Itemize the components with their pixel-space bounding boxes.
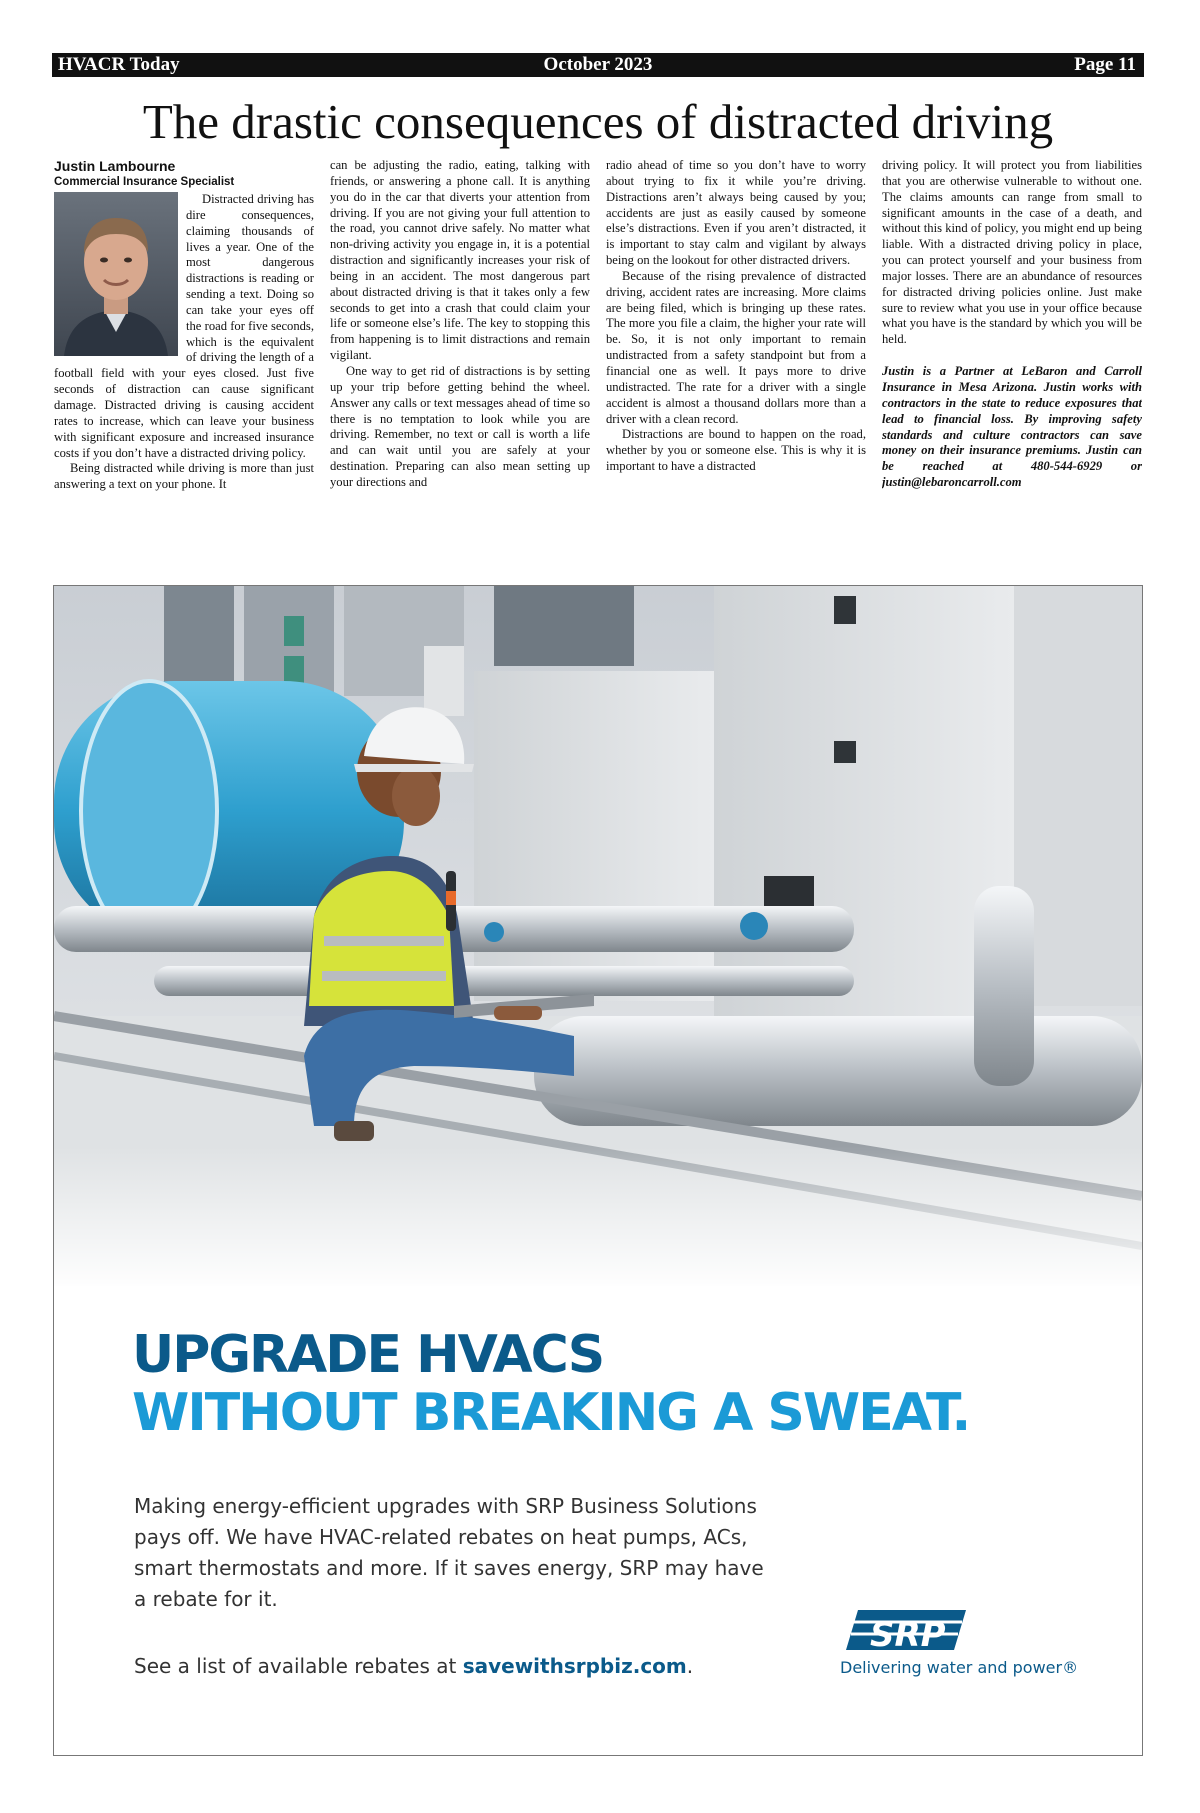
article-column-3 <box>606 158 866 562</box>
paragraph: Because of the rising prevalence of distracted driving, accident rates are increasing. More claims are being filed, which is bringing up these rates. The more you file a claim, the higher your rate will be. So, it is not only important to remain undistracted from a safety standpoint but from a financial one as well. It pays more to drive undistracted. The rate for a driver with a single accident is almost a thousand dollars more than a driver with a clean record. <box>606 268 866 426</box>
srp-tagline: Delivering water and power® <box>840 1658 1079 1677</box>
article-headline: The drastic consequences of distracted driving <box>142 94 1054 149</box>
author-photo <box>54 192 178 356</box>
author-bio-text: Justin is a Partner at LeBaron and Carroll Insurance in Mesa Arizona. Justin works with contractors in the state to reduce exposures that lead to financial loss. By improving safety standards and culture contractors can save money on their insurance premiums. Justin can be reached at 480-544-6929 or justin@lebaroncarroll.com <box>882 364 1142 490</box>
srp-logo <box>840 1606 970 1654</box>
paragraph: Being distracted while driving is more than just answering a text on your phone. It <box>54 461 314 492</box>
ad-body-text: Making energy-efficient upgrades with SRP Business Solutions pays off. We have HVAC-related rebates on heat pumps, ACs, smart thermostats and more. If it saves energy, SRP may have a rebate for it. <box>134 1494 764 1611</box>
ad-headline-line-1: UPGRADE HVACS <box>132 1325 604 1385</box>
article-column-2 <box>330 158 590 562</box>
ad-headline-line-2: WITHOUT BREAKING A SWEAT. <box>132 1383 970 1443</box>
paragraph: Distractions are bound to happen on the road, whether by you or someone else. This is why it is important to have a distracted <box>606 427 866 474</box>
paragraph: radio ahead of time so you don’t have to worry about trying to fix it while you’re driving. Distractions aren’t always being caused by you; accidents are just as easily caused by someone else’s distractions. Even if you aren’t distracted, it is important to stay calm and vigilant by always being on the lookout for other distracted drivers. <box>606 158 866 268</box>
cta-prefix: See a list of available rebates at <box>134 1654 463 1678</box>
issue-date: October 2023 <box>543 54 653 75</box>
photo-fade-overlay <box>54 1146 1142 1291</box>
author-bio <box>882 364 1142 491</box>
article-column-4 <box>882 158 1142 562</box>
page-number: Page 11 <box>1074 54 1136 75</box>
paragraph: can be adjusting the radio, eating, talking with friends, or answering a phone call. It is anything you do in the car that diverts your attention from driving. If you are not giving your full attention to the road, you cannot drive safely. No matter what non-driving activity you engage in, it is a potential distraction and significantly increases your risk of being in an accident. The most dangerous part about distracted driving is that it takes only a few seconds to get into a crash that could claim your life or someone else’s life. The key to stopping this from happening is to limit distractions and remain vigilant. <box>330 158 590 363</box>
paragraph: One way to get rid of distractions is by setting up your trip before getting behind the wheel. Answer any calls or text messages ahead of time so there is no temptation to look while you are driving. Remember, no text or call is worth a life and can wait until you are safely at your destination. Preparing can also mean setting up your directions and <box>330 363 590 489</box>
masthead <box>52 53 1144 77</box>
ad-headline <box>132 1326 969 1442</box>
rebates-link[interactable]: savewithsrpbiz.com <box>462 1654 687 1678</box>
cta-suffix: . <box>686 1654 694 1678</box>
paragraph: driving policy. It will protect you from liabilities that you are otherwise vulnerable to without one. The claims amounts can range from small to significant amounts in the case of a death, and without this kind of policy, you might end up being liable. With a distracted driving policy in place, you can protect yourself and your business from major losses. There are an abundance of resources for distracted driving policies online. Just make sure to review what you use in your office because what you have is the standard by which you will be held. <box>882 158 1142 347</box>
paragraph: Distracted driving has dire consequences, claiming thousands of lives a year. One of the most dangerous distractions is reading or sending a text. Doing so can take your eyes off the road for five seconds, which is the equivalent of driving the length of a football field with your eyes closed. Just five seconds of distraction can cause significant damage. Distracted driving is causing accident rates to increase, which can leave your business with significant exposure and increased insurance costs if you don’t have a distracted driving policy. <box>54 192 314 460</box>
publication-name: HVACR Today <box>58 54 180 75</box>
author-name: Justin Lambourne <box>54 158 176 174</box>
srp-advertisement <box>53 585 1143 1756</box>
srp-logo-text: SRP <box>870 1615 946 1654</box>
ad-call-to-action <box>134 1654 834 1678</box>
author-title: Commercial Insurance Specialist <box>54 176 235 188</box>
article-column-1 <box>54 158 314 562</box>
